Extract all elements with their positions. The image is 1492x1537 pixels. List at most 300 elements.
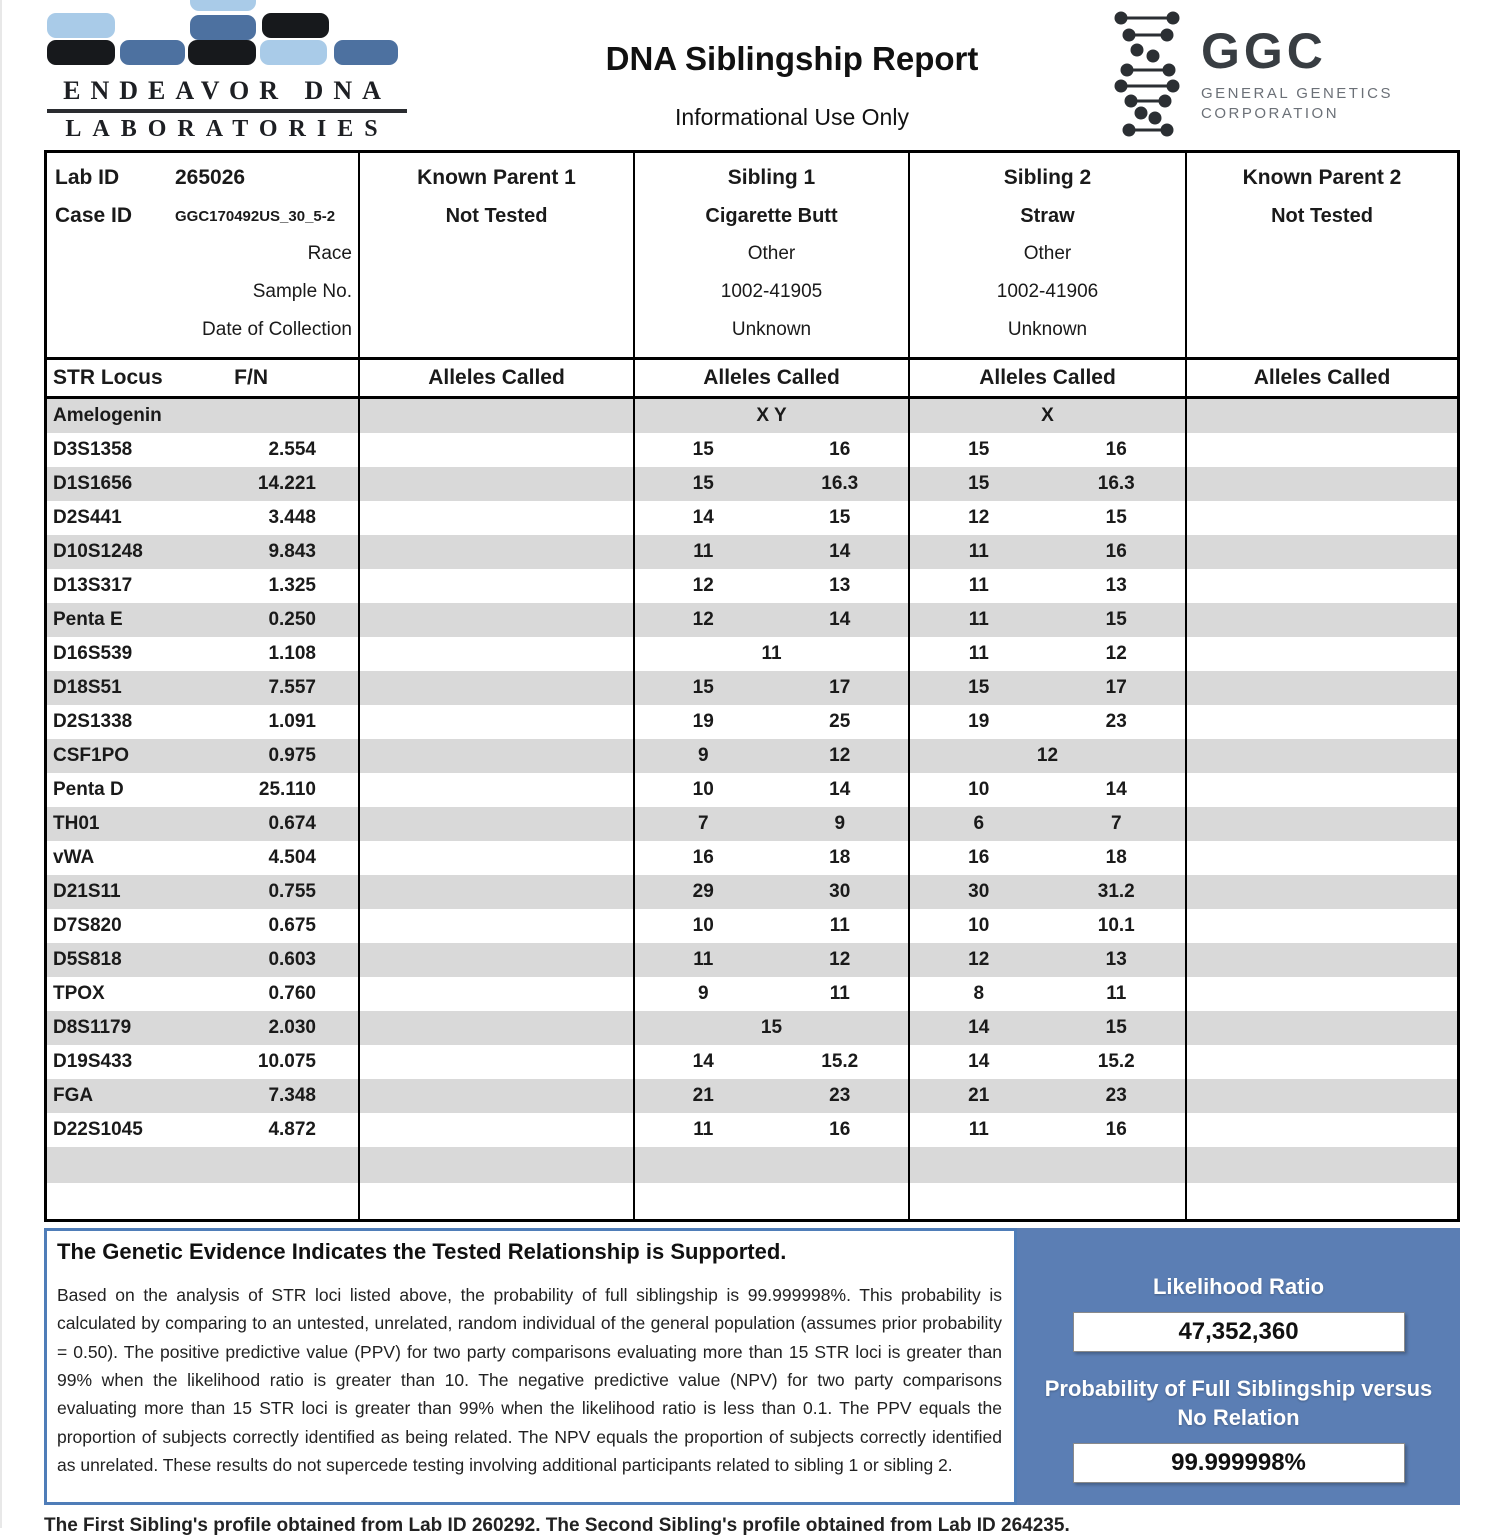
allele-cell — [1187, 467, 1457, 501]
locus-cell — [47, 637, 360, 671]
allele-cell — [635, 1113, 910, 1147]
likelihood-ratio-label: Likelihood Ratio — [1152, 1274, 1325, 1299]
str-table-body — [47, 399, 1457, 1219]
fn-value: 4.504 — [268, 847, 316, 868]
allele-cell — [910, 977, 1187, 1011]
locus-cell — [47, 1079, 360, 1113]
allele-cell — [1187, 671, 1457, 705]
conclusion-heading: The Genetic Evidence Indicates the Tested Relationship is Supported. — [57, 1239, 787, 1264]
allele-cell — [360, 943, 635, 977]
allele-value: 11 — [968, 541, 989, 562]
locus-name: D3S1358 — [53, 439, 133, 460]
endeavor-logo-line2: LABORATORIES — [65, 116, 389, 142]
allele-value: 14 — [692, 1051, 714, 1072]
locus-name: D22S1045 — [53, 1119, 143, 1140]
table-row — [47, 1113, 1457, 1147]
table-row — [47, 943, 1457, 977]
report-header — [2, 0, 1492, 150]
allele-cell — [360, 977, 635, 1011]
allele-value: 15 — [692, 473, 714, 494]
allele-value: 15 — [968, 473, 990, 494]
allele-value: 10 — [968, 915, 990, 936]
str-locus-header: STR Locus — [53, 366, 163, 389]
participant-source: Not Tested — [1271, 204, 1373, 227]
collection-date-row-label: Date of Collection — [202, 319, 352, 340]
allele-cell — [635, 399, 910, 433]
lab-id-label: Lab ID — [55, 166, 120, 189]
table-row — [47, 433, 1457, 467]
allele-cell — [1187, 773, 1457, 807]
allele-cell — [1187, 501, 1457, 535]
logo-divider — [47, 109, 407, 113]
locus-name: D19S433 — [53, 1051, 133, 1072]
allele-cell — [910, 1045, 1187, 1079]
fn-value: 2.554 — [268, 439, 316, 460]
empty-cell — [47, 1147, 360, 1183]
fn-value: 0.603 — [268, 949, 316, 970]
locus-name: D8S1179 — [53, 1017, 132, 1038]
allele-cell — [360, 467, 635, 501]
allele-cell — [360, 603, 635, 637]
allele-value: 15.2 — [1097, 1051, 1135, 1072]
allele-cell — [1187, 1079, 1457, 1113]
table-row — [47, 705, 1457, 739]
fn-value: 0.760 — [268, 983, 316, 1004]
participant-sample — [360, 273, 633, 311]
likelihood-panel — [1017, 1228, 1460, 1505]
allele-cell — [1187, 807, 1457, 841]
table-row — [47, 807, 1457, 841]
participant-collection — [1187, 311, 1457, 349]
allele-value: 12 — [692, 609, 714, 630]
allele-value: 9 — [697, 983, 709, 1004]
participant-race — [360, 235, 633, 273]
fn-value: 0.250 — [268, 609, 316, 630]
empty-cell — [910, 1147, 1187, 1183]
locus-name: D1S1656 — [53, 473, 133, 494]
table-row — [47, 535, 1457, 569]
allele-value: 7 — [697, 813, 709, 834]
allele-value: 14 — [829, 779, 851, 800]
allele-cell — [360, 569, 635, 603]
participant-source: Straw — [1020, 204, 1075, 227]
allele-cell — [635, 433, 910, 467]
allele-cell — [635, 1011, 910, 1045]
empty-cell — [47, 1183, 360, 1219]
allele-value: 30 — [829, 881, 851, 902]
participant-collection — [360, 311, 633, 349]
allele-value: 19 — [692, 711, 714, 732]
participant-info-section — [47, 153, 1457, 360]
allele-value: 12 — [968, 949, 990, 970]
allele-cell — [1187, 909, 1457, 943]
fn-value: 4.872 — [268, 1119, 316, 1140]
table-row — [47, 841, 1457, 875]
ggc-name-line1: GENERAL GENETICS — [1201, 85, 1393, 102]
allele-value: 23 — [1105, 711, 1127, 732]
fn-value: 2.030 — [268, 1017, 316, 1038]
allele-cell — [910, 1113, 1187, 1147]
locus-name: D7S820 — [53, 915, 122, 936]
likelihood-ratio-value: 47,352,360 — [1073, 1312, 1405, 1352]
empty-cell — [360, 1147, 635, 1183]
allele-value: 16.3 — [1097, 473, 1135, 494]
allele-cell — [910, 909, 1187, 943]
empty-cell — [635, 1183, 910, 1219]
table-row — [47, 399, 1457, 433]
allele-value: 13 — [1105, 575, 1127, 596]
allele-cell — [360, 909, 635, 943]
allele-cell — [360, 535, 635, 569]
allele-cell — [910, 773, 1187, 807]
locus-cell — [47, 433, 360, 467]
fn-value: 3.448 — [268, 507, 316, 528]
allele-value: 11 — [693, 541, 714, 562]
allele-value: 17 — [829, 677, 851, 698]
allele-value: 12 — [692, 575, 714, 596]
locus-name: TPOX — [53, 983, 105, 1004]
allele-value: X — [1041, 405, 1054, 426]
allele-value: 8 — [973, 983, 985, 1004]
allele-value: 15 — [968, 439, 990, 460]
dna-ladder-icon — [1107, 8, 1187, 140]
allele-cell — [360, 875, 635, 909]
allele-cell — [635, 569, 910, 603]
locus-cell — [47, 739, 360, 773]
footer-note: The First Sibling's profile obtained from Lab ID 260292. The Second Sibling's profile obtained from Lab ID 264235. — [44, 1515, 1070, 1537]
allele-cell — [910, 807, 1187, 841]
fn-value: 1.325 — [268, 575, 316, 596]
allele-value: 16 — [829, 1119, 851, 1140]
allele-value: 16.3 — [821, 473, 859, 494]
allele-cell — [1187, 943, 1457, 977]
allele-cell — [635, 501, 910, 535]
allele-cell — [635, 535, 910, 569]
results-section — [44, 1228, 1460, 1505]
allele-value: 25 — [829, 711, 851, 732]
allele-cell — [360, 1113, 635, 1147]
table-row — [47, 569, 1457, 603]
allele-value: 11 — [829, 915, 850, 936]
allele-value: 14 — [1105, 779, 1127, 800]
allele-value: 12 — [968, 507, 990, 528]
allele-value: 7 — [1110, 813, 1122, 834]
allele-value: 21 — [968, 1085, 990, 1106]
allele-cell — [1187, 1045, 1457, 1079]
table-row — [47, 1079, 1457, 1113]
probability-label: Probability of Full Siblingship versus No Relation — [1044, 1375, 1433, 1431]
allele-value: X Y — [756, 405, 787, 426]
allele-value: 15 — [760, 1017, 783, 1038]
participant-race: Other — [747, 243, 796, 264]
allele-value: 11 — [968, 643, 989, 664]
allele-cell — [1187, 399, 1457, 433]
allele-cell — [360, 1011, 635, 1045]
table-row — [47, 977, 1457, 1011]
allele-cell — [360, 637, 635, 671]
allele-cell — [1187, 739, 1457, 773]
ggc-logo — [1107, 0, 1492, 150]
allele-cell — [635, 943, 910, 977]
alleles-called-header-parent2: Alleles Called — [1253, 366, 1391, 389]
locus-name: vWA — [53, 847, 95, 868]
table-row — [47, 773, 1457, 807]
table-row — [47, 467, 1457, 501]
allele-cell — [910, 535, 1187, 569]
locus-cell — [47, 1113, 360, 1147]
conclusion-box — [44, 1228, 1017, 1505]
allele-cell — [635, 739, 910, 773]
locus-cell — [47, 977, 360, 1011]
locus-name: D18S51 — [53, 677, 122, 698]
sibling-1-column — [635, 153, 910, 357]
sibling-2-column — [910, 153, 1187, 357]
allele-value: 11 — [761, 643, 782, 664]
allele-cell — [910, 467, 1187, 501]
fn-value: 7.557 — [268, 677, 316, 698]
empty-row — [47, 1147, 1457, 1183]
allele-value: 30 — [968, 881, 990, 902]
known-parent-1-column — [360, 153, 635, 357]
allele-value: 16 — [968, 847, 990, 868]
locus-cell — [47, 569, 360, 603]
allele-cell — [635, 909, 910, 943]
allele-value: 19 — [968, 711, 990, 732]
ggc-abbr: GGC — [1201, 23, 1327, 79]
ggc-name-line2: CORPORATION — [1201, 105, 1340, 123]
allele-value: 16 — [829, 439, 851, 460]
allele-value: 21 — [692, 1085, 714, 1106]
locus-cell — [47, 467, 360, 501]
allele-value: 11 — [968, 609, 989, 630]
allele-cell — [1187, 977, 1457, 1011]
allele-value: 15 — [692, 677, 714, 698]
fn-value: 0.674 — [268, 813, 316, 834]
table-row — [47, 637, 1457, 671]
participant-source: Cigarette Butt — [705, 204, 838, 227]
fn-value: 0.755 — [268, 881, 316, 902]
table-row — [47, 1011, 1457, 1045]
table-row — [47, 909, 1457, 943]
allele-cell — [360, 841, 635, 875]
allele-cell — [360, 671, 635, 705]
locus-cell — [47, 671, 360, 705]
alleles-called-header-sibling1: Alleles Called — [635, 360, 910, 396]
empty-cell — [360, 1183, 635, 1219]
allele-value: 10 — [968, 779, 990, 800]
allele-cell — [360, 705, 635, 739]
allele-value: 11 — [968, 575, 989, 596]
allele-value: 15 — [968, 677, 990, 698]
fn-value: 9.843 — [268, 541, 316, 562]
participant-source: Not Tested — [445, 204, 548, 227]
allele-cell — [635, 875, 910, 909]
allele-value: 10 — [692, 915, 714, 936]
participant-sample: 1002-41905 — [720, 281, 823, 302]
endeavor-logo — [2, 0, 422, 150]
locus-name: TH01 — [53, 813, 100, 834]
allele-value: 23 — [1105, 1085, 1127, 1106]
locus-cell — [47, 909, 360, 943]
empty-row — [47, 1183, 1457, 1219]
allele-value: 23 — [829, 1085, 851, 1106]
participant-race: Other — [1023, 243, 1072, 264]
allele-value: 12 — [1036, 745, 1059, 766]
fn-value: 0.975 — [268, 745, 316, 766]
allele-cell — [910, 569, 1187, 603]
participant-sample — [1187, 273, 1457, 311]
locus-name: D2S1338 — [53, 711, 133, 732]
allele-value: 15.2 — [821, 1051, 859, 1072]
case-id-label: Case ID — [55, 204, 133, 227]
known-parent-2-column — [1187, 153, 1457, 357]
allele-value: 18 — [829, 847, 851, 868]
locus-cell — [47, 807, 360, 841]
allele-value: 11 — [693, 949, 714, 970]
allele-cell — [635, 637, 910, 671]
allele-cell — [1187, 705, 1457, 739]
table-row — [47, 603, 1457, 637]
sample-no-row-label: Sample No. — [252, 281, 352, 302]
allele-cell — [910, 433, 1187, 467]
allele-cell — [910, 501, 1187, 535]
allele-cell — [910, 603, 1187, 637]
allele-cell — [635, 1079, 910, 1113]
allele-cell — [360, 501, 635, 535]
allele-cell — [635, 671, 910, 705]
allele-cell — [1187, 637, 1457, 671]
locus-name: D21S11 — [53, 881, 121, 902]
allele-value: 14 — [829, 541, 851, 562]
locus-name: Amelogenin — [53, 405, 162, 426]
allele-cell — [360, 807, 635, 841]
gel-bands-icon — [2, 0, 422, 68]
case-info-column — [47, 153, 360, 357]
allele-cell — [1187, 569, 1457, 603]
allele-cell — [1187, 1113, 1457, 1147]
race-row-label: Race — [307, 243, 352, 264]
allele-value: 14 — [968, 1051, 990, 1072]
locus-cell — [47, 603, 360, 637]
allele-cell — [360, 773, 635, 807]
participant-title: Sibling 1 — [727, 166, 816, 189]
allele-cell — [360, 433, 635, 467]
locus-cell — [47, 841, 360, 875]
report-title: DNA Siblingship Report — [605, 40, 979, 77]
locus-name: D16S539 — [53, 643, 133, 664]
alleles-called-header-sibling2: Alleles Called — [910, 360, 1187, 396]
allele-cell — [635, 603, 910, 637]
locus-name: FGA — [53, 1085, 94, 1106]
allele-value: 15 — [829, 507, 851, 528]
locus-cell — [47, 773, 360, 807]
empty-cell — [635, 1147, 910, 1183]
allele-value: 11 — [693, 1119, 714, 1140]
probability-value: 99.999998% — [1073, 1443, 1405, 1483]
allele-cell — [910, 841, 1187, 875]
empty-cell — [910, 1183, 1187, 1219]
case-id-value: GGC170492US_30_5-2 — [175, 207, 336, 225]
allele-value: 11 — [968, 1119, 989, 1140]
allele-value: 31.2 — [1097, 881, 1135, 902]
allele-value: 16 — [1105, 541, 1127, 562]
locus-cell — [47, 1011, 360, 1045]
allele-value: 13 — [1105, 949, 1127, 970]
allele-cell — [1187, 841, 1457, 875]
allele-value: 16 — [1105, 439, 1127, 460]
allele-cell — [910, 875, 1187, 909]
allele-cell — [1187, 875, 1457, 909]
allele-cell — [360, 1045, 635, 1079]
allele-cell — [1187, 1011, 1457, 1045]
allele-value: 15 — [692, 439, 714, 460]
allele-cell — [910, 943, 1187, 977]
fn-value: 10.075 — [257, 1051, 316, 1072]
locus-name: CSF1PO — [53, 745, 130, 766]
allele-cell — [910, 671, 1187, 705]
allele-value: 16 — [1105, 1119, 1127, 1140]
table-row — [47, 739, 1457, 773]
allele-value: 16 — [692, 847, 714, 868]
allele-cell — [1187, 535, 1457, 569]
allele-cell — [635, 773, 910, 807]
locus-cell — [47, 875, 360, 909]
locus-cell — [47, 535, 360, 569]
fn-header: F/N — [234, 366, 268, 389]
allele-value: 14 — [968, 1017, 990, 1038]
allele-value: 9 — [834, 813, 846, 834]
locus-cell — [47, 1045, 360, 1079]
allele-value: 14 — [829, 609, 851, 630]
allele-value: 6 — [973, 813, 985, 834]
allele-value: 11 — [829, 983, 850, 1004]
participant-sample: 1002-41906 — [996, 281, 1099, 302]
locus-name: Penta E — [53, 609, 123, 630]
allele-value: 13 — [829, 575, 851, 596]
allele-cell — [635, 841, 910, 875]
participant-collection: Unknown — [1007, 319, 1088, 340]
allele-cell — [635, 807, 910, 841]
allele-value: 18 — [1105, 847, 1127, 868]
locus-cell — [47, 399, 360, 433]
str-report-table — [44, 150, 1460, 1222]
empty-cell — [1187, 1183, 1457, 1219]
table-row — [47, 1045, 1457, 1079]
locus-name: D13S317 — [53, 575, 133, 596]
allele-cell — [360, 739, 635, 773]
participant-collection: Unknown — [731, 319, 812, 340]
report-subtitle: Informational Use Only — [675, 104, 909, 130]
allele-value: 15 — [1105, 507, 1127, 528]
participant-title: Known Parent 1 — [417, 166, 576, 189]
allele-cell — [635, 705, 910, 739]
fn-value: 14.221 — [257, 473, 316, 494]
participant-title: Known Parent 2 — [1242, 166, 1402, 189]
allele-cell — [910, 637, 1187, 671]
allele-value: 10 — [692, 779, 714, 800]
conclusion-body: Based on the analysis of STR loci listed above, the probability of full siblingship is 99.999998%. This probability is calculated by comparing to an untested, unrelated, random individual of the general population (assumes prior probability = 0.50). The positive predictive value (PPV) for two party comparisons evaluating more than 15 STR loci is greater than 99% when the likelihood ratio is greater than 10. The negative predictive value (NPV) for two party comparisons evaluating more than 15 STR loci is greater than 99% when the likelihood ratio is less than 0.1. The PPV equals the proportion of subjects correctly identified as being related. The NPV equals the proportion of subjects correctly identified as unrelated. These results do not supercede testing involving additional participants related to sibling 1 or sibling 2. — [57, 1285, 1002, 1476]
allele-value: 12 — [829, 949, 851, 970]
allele-cell — [910, 705, 1187, 739]
allele-value: 15 — [1105, 609, 1127, 630]
locus-cell — [47, 501, 360, 535]
allele-cell — [910, 1011, 1187, 1045]
allele-value: 12 — [1105, 643, 1127, 664]
allele-cell — [910, 1079, 1187, 1113]
table-column-headers — [47, 360, 1457, 399]
lab-id-value: 265026 — [175, 166, 246, 189]
allele-cell — [1187, 603, 1457, 637]
